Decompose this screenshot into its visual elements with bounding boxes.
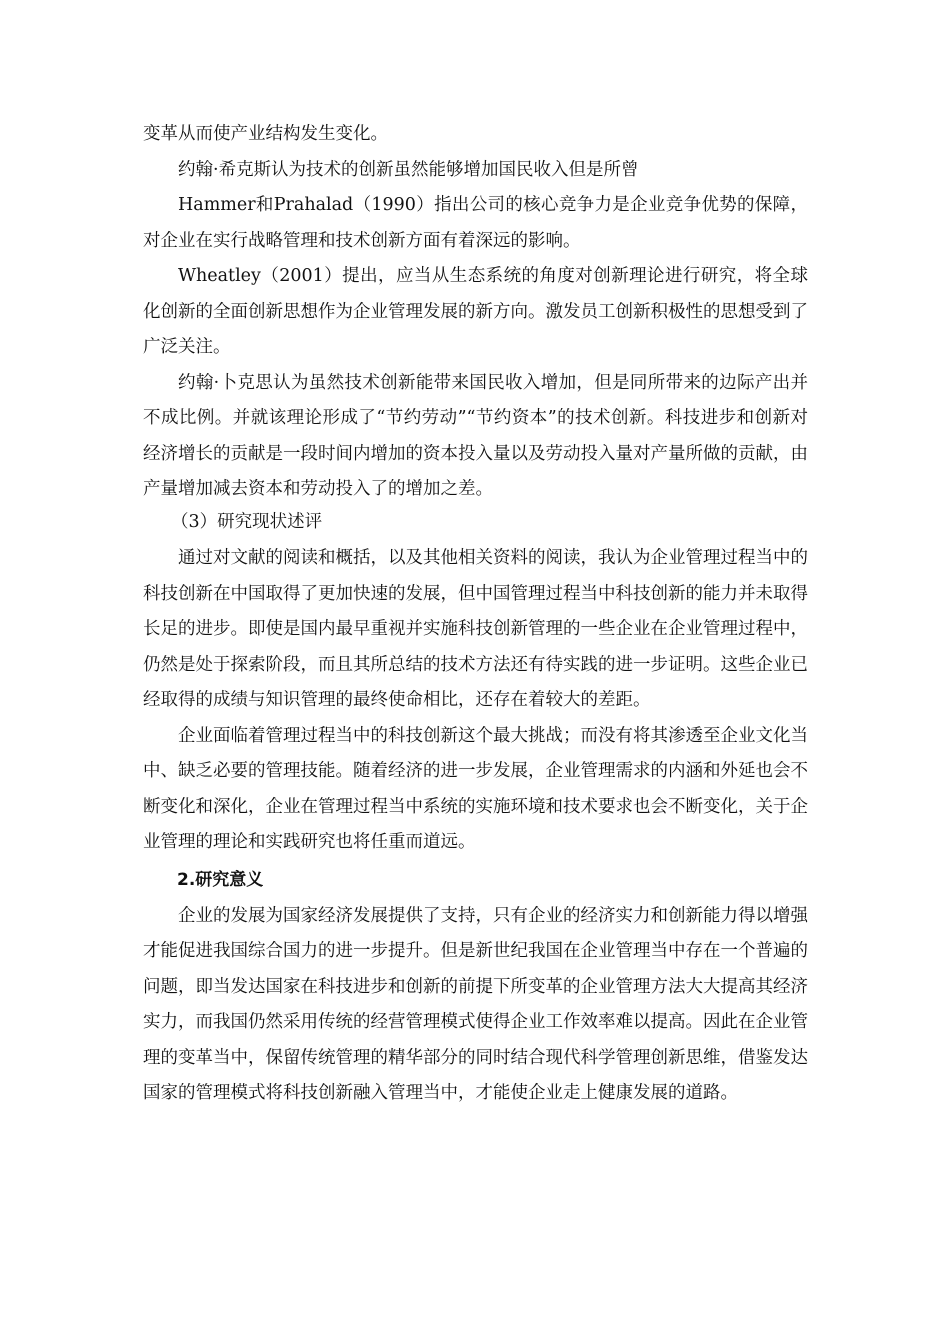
paragraph-continuation: 变革从而使产业结构发生变化。: [143, 124, 388, 144]
paragraph-hicks: 约翰·希克斯认为技术的创新虽然能够增加国民收入但是所曾: [178, 159, 639, 180]
paragraph-literature-review: 通过对文献的阅读和概括，以及其他相关资料的阅读，我认为企业管理过程当中的科技创新在中国取得了更加快速的发展，但中国管理过程当中科技创新的能力并未取得长足的进步。即使是国内最早重视并实施科技创新管理的一些企业在企业管理过程中，仍然是处于探索阶段，而且其所总结的技术方法还有待实践的进一步证明。这些企业已经取得的成绩与知识管理的最终使命相比，还存在着较大的差距。: [143, 548, 808, 710]
text-column-bottom: [143, 541, 808, 1112]
section-heading-research-significance: 2.研究意义: [177, 869, 264, 890]
paragraph-significance: 企业的发展为国家经济发展提供了支持，只有企业的经济实力和创新能力得以增强才能促进我国综合国力的进一步提升。但是新世纪我国在企业管理当中存在一个普遍的问题，即当发达国家在科技进步和创新的前提下所变革的企业管理方法大大提高其经济实力，而我国仍然采用传统的经营管理模式使得企业工作效率难以提高。因此在企业管理的变革当中，保留传统管理的精华部分的同时结合现代科学管理创新思维，借鉴发达国家的管理模式将科技创新融入管理当中，才能使企业走上健康发展的道路。: [143, 905, 808, 1103]
paragraph-wheatley: Wheatley（2001）提出，应当从生态系统的角度对创新理论进行研究，将全球化创新的全面创新思想作为企业管理发展的新方向。激发员工创新积极性的思想受到了广泛关注。: [143, 266, 808, 357]
paragraph-hammer-prahalad: Hammer和Prahalad（1990）指出公司的核心竞争力是企业竞争优势的保障，对企业在实行战略管理和技术创新方面有着深远的影响。: [143, 195, 808, 251]
paragraph-challenges: 企业面临着管理过程当中的科技创新这个最大挑战；而没有将其渗透至企业文化当中、缺乏必要的管理技能。随着经济的进一步发展，企业管理需求的内涵和外延也会不断变化和深化，企业在管理过程当中系统的实施环境和技术要求也会不断变化，关于企业管理的理论和实践研究也将任重而道远。: [143, 725, 808, 852]
paragraph-bukesi: 约翰·卜克思认为虽然技术创新能带来国民收入增加，但是同所带来的边际产出并不成比例。并就该理论形成了“节约劳动”“节约资本”的技术创新。科技进步和创新对经济增长的贡献是一段时间内增加的资本投入量以及劳动投入量对产量所做的贡献，由产量增加减去资本和劳动投入了的增加之差。: [143, 372, 808, 499]
text-column-top: [143, 117, 808, 537]
subheading-research-review: （3）研究现状述评: [171, 511, 323, 532]
